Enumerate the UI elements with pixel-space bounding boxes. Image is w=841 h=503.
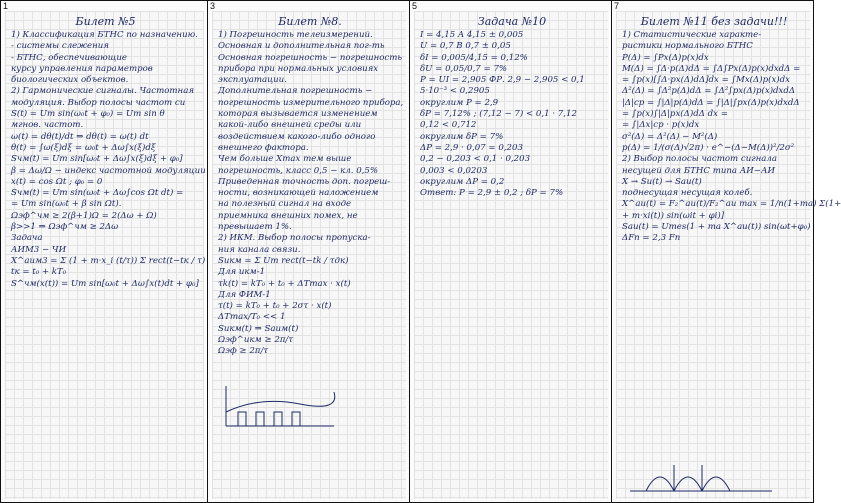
note-line: 1) Статистические характе-: [622, 30, 762, 40]
note-line: округлим P = 2,9: [420, 97, 499, 108]
handwritten-notes: [11, 15, 206, 495]
panel-1: [0, 0, 208, 503]
note-line: Sаи(t) = Umes(1 + ma X^аи(t)) sin(ωt+φ₀): [622, 222, 811, 233]
note-line: Задача: [11, 233, 43, 244]
note-line: Чем больше Xmax тем выше: [218, 154, 352, 165]
pulse-sketch: [220, 382, 340, 432]
note-line: Sчм(t) = Um sin(ω₀t + Δω∫cos Ωt dt) =: [11, 188, 184, 199]
note-line: Приведенная точность доп. погреш-: [218, 176, 391, 187]
note-line: δI = 0,005/4,15 = 0,12%: [420, 52, 528, 63]
note-line: 2) ИКМ. Выбор полосы пропуска-: [218, 233, 371, 244]
note-line: σ²(Δ) = Δ²(Δ) − M²(Δ): [622, 131, 718, 142]
note-line: 1) Погрешность телеизмерений.: [218, 30, 373, 40]
note-line: S(t) = Um sin(ω₀t + φ₀) = Um sin θ: [11, 109, 165, 120]
panel-7: [612, 0, 841, 503]
note-line: Основная и дополнительная пог-ть: [218, 41, 385, 52]
note-line: которая вызывается изменением: [218, 109, 378, 120]
note-line: ΔFn = 2,3 Fn: [622, 233, 681, 244]
note-line: внешнего фактора.: [218, 142, 309, 153]
note-line: X^аим3 = Σ (1 + m·x_i (t/τ)) Σ rect(t−tк / τ): [11, 255, 206, 266]
note-line: модуляция. Выбор полосы частот си: [11, 97, 186, 108]
note-line: Sчм(t) = Um sin[ω₀t + Δω∫x(ξ)dξ + φ₀]: [11, 154, 183, 165]
handwritten-notes: [420, 15, 604, 495]
note-line: Sикм = Σ Um rect(t−tk / τдк): [218, 255, 349, 266]
note-line: погрешность, класс 0,5 − кл. 0,5%: [218, 165, 379, 176]
ticket-title: Задача №10: [477, 15, 547, 28]
note-line: τ(t) = kT₀ + t₀ + 2στ · x(t): [218, 301, 332, 312]
ticket-title: Билет №8.: [278, 15, 342, 28]
notebook-page: [616, 11, 841, 499]
note-line: = Um sin(ω₀t + β sin Ωt).: [11, 199, 122, 210]
note-line: ΔP = 2,9 · 0,07 = 0,203: [420, 142, 523, 153]
note-line: 1) Классификация БТНС по назначению.: [11, 30, 198, 40]
note-line: Ωэф^икм ≥ 2π/τ: [218, 335, 294, 346]
notebook-page: [414, 11, 608, 499]
note-line: M(Δ) = ∫Δ·p(Δ)dΔ = ∫Δ∫Px(Δ)p(x)dxdΔ =: [622, 63, 801, 74]
spectrum-sketch: [626, 459, 776, 495]
note-line: 5·10⁻³ < 0,2905: [420, 86, 490, 97]
note-line: Ωэф ≥ 2π/τ: [218, 346, 269, 357]
note-line: 2) Гармонические сигналы. Частотная: [11, 86, 195, 97]
note-line: воздействием какого-либо одного: [218, 131, 376, 142]
note-line: курсу управления параметров: [11, 63, 153, 74]
note-line: = ∫|Δx|cp · p(x)dx: [622, 120, 700, 131]
notebook-page: [212, 11, 406, 499]
panel-number: 7: [614, 1, 620, 11]
note-line: + m·xi(t)) sin(ωit + φi)]: [622, 210, 725, 221]
notebook-page: [5, 11, 204, 499]
note-line: округлим ΔP = 0,2: [420, 176, 505, 187]
note-line: какой-либо внешней среды или: [218, 120, 362, 131]
note-line: - БТНС, обеспечивающие: [11, 52, 127, 63]
note-line: Основная погрешность − погрешность: [218, 52, 403, 63]
note-line: δU = 0,05/0,7 = 7%: [420, 63, 508, 74]
note-line: U = 0,7 B 0,7 ± 0,05: [420, 41, 511, 52]
note-line: Sикм(t) ⇒ Sаим(t): [218, 323, 299, 334]
note-line: tк = t₀ + kT₀: [11, 267, 67, 278]
note-line: приемника внешних помех, не: [218, 210, 358, 221]
panel-3: [208, 0, 410, 503]
note-line: превышает 1%.: [218, 222, 292, 233]
note-line: Δ²(Δ) = ∫Δ²p(Δ)dΔ = ∫Δ²∫px(Δ)p(x)dxdΔ: [622, 86, 796, 97]
note-line: δP = 7,12% ; (7,12 − 7) < 0,1 · 7,12: [420, 109, 577, 120]
panel-number: 3: [210, 1, 216, 11]
note-line: Дополнительная погрешность −: [218, 86, 373, 97]
note-line: АИМ3 − ЧИ: [11, 244, 67, 255]
handwritten-notes: [622, 15, 841, 495]
note-line: = ∫p(x)∫|Δ|px(Δ)dΔ dx =: [622, 109, 728, 120]
note-line: поднесущая несущая колеб.: [622, 188, 753, 199]
note-line: ω(t) = dθ(t)/dt ⇒ dθ(t) = ω(t) dt: [11, 131, 149, 142]
note-line: - системы слежения: [11, 41, 109, 52]
note-line: ния канала связи.: [218, 244, 301, 255]
note-line: 0,12 < 0,712: [420, 120, 477, 131]
ticket-title: Билет №11 без задачи!!!: [640, 15, 788, 28]
ticket-title: Билет №5: [75, 15, 136, 28]
note-line: x(t) = cos Ωt ; φ₀ = 0: [11, 176, 103, 187]
note-line: = ∫p(x)[∫Δ·px(Δ)dΔ]dx = ∫Mx(Δ)p(x)dx: [622, 75, 790, 86]
note-line: X^аи(t) = F₂^аи(t)/F₂^аи max = 1/n(1+ma) Σ(1+: [622, 199, 841, 210]
note-line: 2) Выбор полосы частот сигнала: [622, 154, 777, 165]
note-line: биологических объектов.: [11, 75, 129, 86]
note-line: Ωэф^чм ≥ 2(β+1)Ω = 2(Δω + Ω): [11, 210, 157, 221]
note-line: p(Δ) = 1/(σ(Δ)√2π) · e^−(Δ−M(Δ))²/2σ²: [622, 142, 795, 153]
note-line: прибора при нормальных условиях: [218, 63, 379, 74]
note-line: τk(t) = kT₀ + t₀ + ΔTmax · x(t): [218, 278, 351, 289]
note-line: ΔTmax/T₀ << 1: [218, 312, 286, 323]
panel-5: [410, 0, 612, 503]
note-line: мгнов. частот.: [11, 120, 84, 131]
note-line: 0,2 − 0,203 < 0,1 · 0,203: [420, 154, 531, 165]
note-line: эксплуатации.: [218, 75, 287, 86]
note-line: P = UI = 2,905 ФР. 2,9 − 2,905 < 0,1: [420, 75, 585, 86]
note-line: P(Δ) = ∫Px(Δ)p(x)dx: [622, 52, 709, 63]
note-line: погрешность измерительного прибора,: [218, 97, 404, 108]
panel-number: 1: [3, 1, 9, 11]
panel-number: 5: [412, 1, 418, 11]
note-line: I = 4,15 A 4,15 ± 0,005: [420, 30, 524, 40]
note-line: β>>1 ⇒ Ωэф^чм ≥ 2Δω: [11, 222, 119, 233]
note-line: ности, возникающей наложением: [218, 188, 379, 199]
note-line: несущей для БТНС типа АИ−АИ: [622, 165, 775, 176]
note-line: округлим δP = 7%: [420, 131, 504, 142]
note-line: Ответ: P = 2,9 ± 0,2 ; δP = 7%: [420, 188, 564, 199]
note-line: β = Δω/Ω − индекс частотной модуляции: [11, 165, 206, 176]
note-line: ристики нормального БТНС: [622, 41, 753, 52]
note-line: на полезный сигнал на входе: [218, 199, 352, 210]
note-line: Для икм-1: [218, 267, 266, 278]
note-line: |Δ|ср = ∫|Δ|p(Δ)dΔ = ∫|Δ|∫px(Δ)p(x)dxdΔ: [622, 97, 800, 108]
note-line: Для ФИМ-1: [218, 289, 271, 300]
note-line: S^чм(x(t)) = Um sin[ω₀t + Δω∫x(t)dt + φ₀]: [11, 278, 199, 289]
note-line: 0,003 < 0,0203: [420, 165, 488, 176]
note-line: X → Sи(t) → Sаи(t): [622, 176, 702, 187]
note-line: θ(t) = ∫ω(ξ)dξ = ω₀t + Δω∫x(ξ)dξ: [11, 142, 156, 153]
